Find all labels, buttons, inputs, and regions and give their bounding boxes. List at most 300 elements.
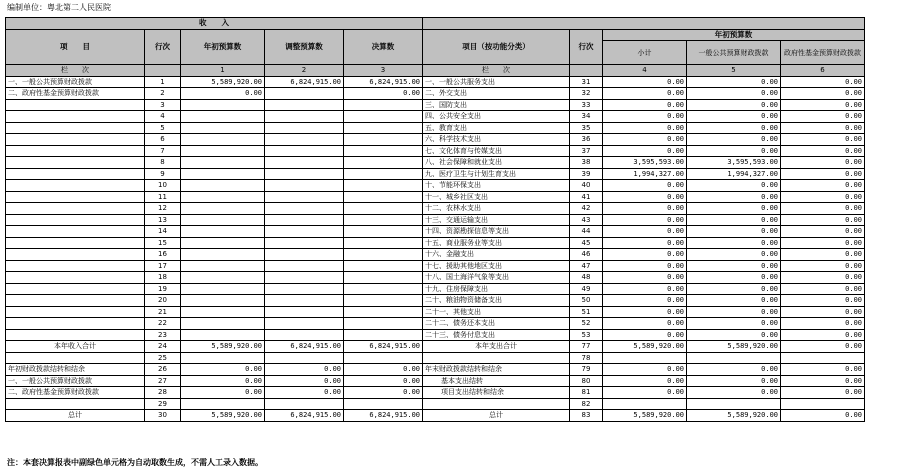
final-value xyxy=(344,214,423,226)
adjusted-budget-value xyxy=(265,226,344,238)
expenditure-item-label: 十三、交通运输支出 xyxy=(423,214,570,226)
initial-budget-value xyxy=(181,329,265,341)
fund-budget-value: 0.00 xyxy=(781,111,865,123)
general-budget-value: 0.00 xyxy=(687,203,781,215)
item-label: 年初财政拨款结转和结余 xyxy=(6,364,145,376)
adjusted-budget-value xyxy=(265,203,344,215)
final-value xyxy=(344,237,423,249)
row-number: 18 xyxy=(145,272,181,284)
index-c4: 4 xyxy=(603,65,687,77)
expenditure-row-number: 31 xyxy=(570,76,603,88)
adjusted-budget-value xyxy=(265,260,344,272)
final-value xyxy=(344,306,423,318)
item-label xyxy=(6,295,145,307)
table-row xyxy=(6,168,865,180)
item-label: 总计 xyxy=(6,410,145,422)
final-value: 0.00 xyxy=(344,88,423,100)
initial-budget-value xyxy=(181,295,265,307)
final-value xyxy=(344,318,423,330)
item-label xyxy=(6,260,145,272)
row-number: 9 xyxy=(145,168,181,180)
subtotal-value: 0.00 xyxy=(603,318,687,330)
item-label xyxy=(6,180,145,192)
initial-budget-value xyxy=(181,157,265,169)
index-c3: 3 xyxy=(344,65,423,77)
item-label xyxy=(6,203,145,215)
expenditure-blank-header xyxy=(423,18,865,30)
row-number: 16 xyxy=(145,249,181,261)
fund-budget-value: 0.00 xyxy=(781,145,865,157)
table-row xyxy=(6,191,865,203)
row-number: 15 xyxy=(145,237,181,249)
expenditure-row-number: 83 xyxy=(570,410,603,422)
expenditure-row-number: 79 xyxy=(570,364,603,376)
subtotal-value: 0.00 xyxy=(603,111,687,123)
adjusted-budget-value: 0.00 xyxy=(265,364,344,376)
initial-budget-value xyxy=(181,134,265,146)
general-budget-value: 0.00 xyxy=(687,226,781,238)
col-header-item: 项 目 xyxy=(6,29,145,65)
expenditure-item-label: 十六、金融支出 xyxy=(423,249,570,261)
item-label xyxy=(6,272,145,284)
fund-budget-value: 0.00 xyxy=(781,341,865,353)
initial-budget-value: 0.00 xyxy=(181,375,265,387)
row-number: 20 xyxy=(145,295,181,307)
initial-budget-value: 0.00 xyxy=(181,88,265,100)
fund-budget-value: 0.00 xyxy=(781,387,865,399)
expenditure-item-label: 十七、援助其他地区支出 xyxy=(423,260,570,272)
expenditure-item-label: 十四、资源勘探信息等支出 xyxy=(423,226,570,238)
fund-budget-value: 0.00 xyxy=(781,134,865,146)
item-label xyxy=(6,157,145,169)
item-label xyxy=(6,168,145,180)
adjusted-budget-value: 6,824,915.00 xyxy=(265,410,344,422)
subtotal-value: 0.00 xyxy=(603,249,687,261)
table-row xyxy=(6,111,865,123)
expenditure-item-label: 五、教育支出 xyxy=(423,122,570,134)
item-label xyxy=(6,237,145,249)
expenditure-item-label: 八、社会保障和就业支出 xyxy=(423,157,570,169)
final-value xyxy=(344,352,423,364)
expenditure-item-label xyxy=(423,398,570,410)
initial-budget-value xyxy=(181,111,265,123)
initial-budget-value: 5,589,920.00 xyxy=(181,410,265,422)
table-row xyxy=(6,306,865,318)
subtotal-value: 0.00 xyxy=(603,375,687,387)
general-budget-value: 5,589,920.00 xyxy=(687,410,781,422)
final-value xyxy=(344,398,423,410)
row-number: 13 xyxy=(145,214,181,226)
fund-budget-value: 0.00 xyxy=(781,283,865,295)
table-row xyxy=(6,99,865,111)
adjusted-budget-value xyxy=(265,272,344,284)
general-budget-value: 0.00 xyxy=(687,145,781,157)
subtotal-value: 0.00 xyxy=(603,145,687,157)
table-row xyxy=(6,398,865,410)
general-budget-value xyxy=(687,398,781,410)
general-budget-value: 0.00 xyxy=(687,364,781,376)
initial-budget-value xyxy=(181,122,265,134)
item-label xyxy=(6,191,145,203)
final-value xyxy=(344,157,423,169)
subtotal-value: 0.00 xyxy=(603,283,687,295)
row-number: 23 xyxy=(145,329,181,341)
final-value xyxy=(344,99,423,111)
final-value xyxy=(344,168,423,180)
expenditure-item-label: 十一、城乡社区支出 xyxy=(423,191,570,203)
table-row xyxy=(6,341,865,353)
col-header-exp-item: 项目（按功能分类） xyxy=(423,29,570,65)
expenditure-row-number: 80 xyxy=(570,375,603,387)
subtotal-value: 1,994,327.00 xyxy=(603,168,687,180)
adjusted-budget-value: 0.00 xyxy=(265,387,344,399)
final-value xyxy=(344,134,423,146)
item-label: 一、一般公共预算财政拨款 xyxy=(6,76,145,88)
fund-budget-value xyxy=(781,398,865,410)
expenditure-row-number: 52 xyxy=(570,318,603,330)
row-number: 11 xyxy=(145,191,181,203)
initial-budget-value: 0.00 xyxy=(181,387,265,399)
general-budget-value: 0.00 xyxy=(687,180,781,192)
fund-budget-value xyxy=(781,352,865,364)
initial-budget-value: 0.00 xyxy=(181,364,265,376)
item-label xyxy=(6,134,145,146)
expenditure-item-label: 本年支出合计 xyxy=(423,341,570,353)
row-number: 30 xyxy=(145,410,181,422)
adjusted-budget-value xyxy=(265,306,344,318)
item-label xyxy=(6,226,145,238)
table-row xyxy=(6,88,865,100)
table-row xyxy=(6,283,865,295)
initial-budget-value: 5,589,920.00 xyxy=(181,76,265,88)
row-number: 12 xyxy=(145,203,181,215)
expenditure-row-number: 42 xyxy=(570,203,603,215)
adjusted-budget-value xyxy=(265,122,344,134)
item-label: 本年收入合计 xyxy=(6,341,145,353)
expenditure-row-number: 37 xyxy=(570,145,603,157)
subtotal-value xyxy=(603,398,687,410)
fund-budget-value: 0.00 xyxy=(781,203,865,215)
fund-budget-value: 0.00 xyxy=(781,375,865,387)
subtotal-value: 0.00 xyxy=(603,226,687,238)
expenditure-item-label xyxy=(423,352,570,364)
expenditure-item-label: 十八、国土海洋气象等支出 xyxy=(423,272,570,284)
col-header-fund: 政府性基金预算财政拨款 xyxy=(781,41,865,65)
adjusted-budget-value xyxy=(265,145,344,157)
expenditure-item-label: 二十三、债务付息支出 xyxy=(423,329,570,341)
row-number: 14 xyxy=(145,226,181,238)
expenditure-item-label: 二十二、债务还本支出 xyxy=(423,318,570,330)
general-budget-value: 0.00 xyxy=(687,375,781,387)
adjusted-budget-value xyxy=(265,237,344,249)
general-budget-value: 0.00 xyxy=(687,88,781,100)
expenditure-row-number: 40 xyxy=(570,180,603,192)
expenditure-row-number: 50 xyxy=(570,295,603,307)
subtotal-value: 0.00 xyxy=(603,88,687,100)
general-budget-value: 0.00 xyxy=(687,191,781,203)
general-budget-value: 0.00 xyxy=(687,122,781,134)
table-row xyxy=(6,203,865,215)
initial-budget-value xyxy=(181,398,265,410)
adjusted-budget-value xyxy=(265,352,344,364)
item-label xyxy=(6,214,145,226)
subtotal-value: 0.00 xyxy=(603,191,687,203)
final-value xyxy=(344,272,423,284)
initial-budget-value: 5,589,920.00 xyxy=(181,341,265,353)
general-budget-value: 0.00 xyxy=(687,249,781,261)
expenditure-row-number: 36 xyxy=(570,134,603,146)
expenditure-row-number: 39 xyxy=(570,168,603,180)
index-c2: 2 xyxy=(265,65,344,77)
initial-budget-value xyxy=(181,203,265,215)
item-label xyxy=(6,145,145,157)
expenditure-row-number: 32 xyxy=(570,88,603,100)
row-number: 6 xyxy=(145,134,181,146)
col-header-exp-initial-group: 年初预算数 xyxy=(603,29,865,41)
final-value xyxy=(344,226,423,238)
item-label: 二、政府性基金预算财政拨款 xyxy=(6,387,145,399)
table-row xyxy=(6,157,865,169)
expenditure-row-number: 49 xyxy=(570,283,603,295)
item-label xyxy=(6,318,145,330)
expenditure-row-number: 43 xyxy=(570,214,603,226)
item-label: 一、一般公共预算财政拨款 xyxy=(6,375,145,387)
general-budget-value: 0.00 xyxy=(687,111,781,123)
final-value xyxy=(344,122,423,134)
expenditure-item-label: 十、节能环保支出 xyxy=(423,180,570,192)
final-value xyxy=(344,329,423,341)
col-header-adjusted: 调整预算数 xyxy=(265,29,344,65)
fund-budget-value: 0.00 xyxy=(781,157,865,169)
item-label xyxy=(6,352,145,364)
expenditure-item-label: 十九、住房保障支出 xyxy=(423,283,570,295)
general-budget-value: 0.00 xyxy=(687,237,781,249)
expenditure-row-number: 38 xyxy=(570,157,603,169)
table-row xyxy=(6,375,865,387)
initial-budget-value xyxy=(181,272,265,284)
general-budget-value: 0.00 xyxy=(687,283,781,295)
table-row xyxy=(6,272,865,284)
table-body xyxy=(6,76,865,421)
subtotal-value xyxy=(603,352,687,364)
expenditure-item-label: 年末财政拨款结转和结余 xyxy=(423,364,570,376)
table-row xyxy=(6,134,865,146)
expenditure-row-number: 48 xyxy=(570,272,603,284)
row-number: 17 xyxy=(145,260,181,272)
fund-budget-value: 0.00 xyxy=(781,237,865,249)
fund-budget-value: 0.00 xyxy=(781,306,865,318)
initial-budget-value xyxy=(181,237,265,249)
final-value: 0.00 xyxy=(344,387,423,399)
expenditure-row-number: 82 xyxy=(570,398,603,410)
subtotal-value: 0.00 xyxy=(603,134,687,146)
fund-budget-value: 0.00 xyxy=(781,295,865,307)
row-number: 7 xyxy=(145,145,181,157)
fund-budget-value: 0.00 xyxy=(781,122,865,134)
general-budget-value: 1,994,327.00 xyxy=(687,168,781,180)
general-budget-value xyxy=(687,352,781,364)
general-budget-value: 0.00 xyxy=(687,272,781,284)
final-value xyxy=(344,203,423,215)
item-label xyxy=(6,398,145,410)
fund-budget-value: 0.00 xyxy=(781,191,865,203)
adjusted-budget-value: 6,824,915.00 xyxy=(265,341,344,353)
final-value xyxy=(344,191,423,203)
row-number: 10 xyxy=(145,180,181,192)
initial-budget-value xyxy=(181,145,265,157)
row-number: 21 xyxy=(145,306,181,318)
expenditure-item-label: 二十、粮油物资储备支出 xyxy=(423,295,570,307)
expenditure-row-number: 51 xyxy=(570,306,603,318)
fund-budget-value: 0.00 xyxy=(781,168,865,180)
expenditure-row-number: 46 xyxy=(570,249,603,261)
fund-budget-value: 0.00 xyxy=(781,180,865,192)
expenditure-item-label: 十二、农林水支出 xyxy=(423,203,570,215)
table-row xyxy=(6,260,865,272)
fund-budget-value: 0.00 xyxy=(781,260,865,272)
general-budget-value: 5,589,920.00 xyxy=(687,341,781,353)
adjusted-budget-value xyxy=(265,318,344,330)
table-row xyxy=(6,352,865,364)
expenditure-item-label: 项目支出结转和结余 xyxy=(423,387,570,399)
adjusted-budget-value xyxy=(265,283,344,295)
expenditure-row-number: 34 xyxy=(570,111,603,123)
expenditure-row-number: 77 xyxy=(570,341,603,353)
fund-budget-value: 0.00 xyxy=(781,88,865,100)
expenditure-row-number: 47 xyxy=(570,260,603,272)
expenditure-item-label: 三、国防支出 xyxy=(423,99,570,111)
initial-budget-value xyxy=(181,306,265,318)
fund-budget-value: 0.00 xyxy=(781,272,865,284)
initial-budget-value xyxy=(181,214,265,226)
adjusted-budget-value xyxy=(265,134,344,146)
table-row xyxy=(6,318,865,330)
general-budget-value: 0.00 xyxy=(687,306,781,318)
expenditure-row-number: 44 xyxy=(570,226,603,238)
fund-budget-value: 0.00 xyxy=(781,99,865,111)
adjusted-budget-value xyxy=(265,180,344,192)
row-number: 8 xyxy=(145,157,181,169)
expenditure-row-number: 53 xyxy=(570,329,603,341)
final-value xyxy=(344,260,423,272)
adjusted-budget-value: 0.00 xyxy=(265,375,344,387)
final-value xyxy=(344,180,423,192)
adjusted-budget-value xyxy=(265,157,344,169)
table-row xyxy=(6,122,865,134)
initial-budget-value xyxy=(181,249,265,261)
initial-budget-value xyxy=(181,168,265,180)
row-number: 1 xyxy=(145,76,181,88)
initial-budget-value xyxy=(181,318,265,330)
expenditure-item-label: 二十一、其他支出 xyxy=(423,306,570,318)
table-row xyxy=(6,237,865,249)
expenditure-item-label: 四、公共安全支出 xyxy=(423,111,570,123)
adjusted-budget-value xyxy=(265,398,344,410)
index-c6: 6 xyxy=(781,65,865,77)
item-label xyxy=(6,249,145,261)
col-header-initial: 年初预算数 xyxy=(181,29,265,65)
table-row xyxy=(6,387,865,399)
row-number: 22 xyxy=(145,318,181,330)
col-header-final: 决算数 xyxy=(344,29,423,65)
income-group-header: 收 入 xyxy=(6,18,423,30)
item-label xyxy=(6,306,145,318)
subtotal-value: 0.00 xyxy=(603,237,687,249)
adjusted-budget-value xyxy=(265,249,344,261)
subtotal-value: 5,589,920.00 xyxy=(603,410,687,422)
subtotal-value: 0.00 xyxy=(603,295,687,307)
row-number: 28 xyxy=(145,387,181,399)
fund-budget-value: 0.00 xyxy=(781,249,865,261)
expenditure-row-number: 33 xyxy=(570,99,603,111)
table-row xyxy=(6,226,865,238)
final-value: 0.00 xyxy=(344,364,423,376)
row-number: 26 xyxy=(145,364,181,376)
adjusted-budget-value xyxy=(265,214,344,226)
initial-budget-value xyxy=(181,260,265,272)
table-row xyxy=(6,364,865,376)
final-value: 0.00 xyxy=(344,375,423,387)
subtotal-value: 0.00 xyxy=(603,260,687,272)
adjusted-budget-value xyxy=(265,295,344,307)
general-budget-value: 0.00 xyxy=(687,295,781,307)
index-c1: 1 xyxy=(181,65,265,77)
table-row xyxy=(6,410,865,422)
subtotal-value: 0.00 xyxy=(603,272,687,284)
subtotal-value: 0.00 xyxy=(603,76,687,88)
item-label xyxy=(6,283,145,295)
expenditure-item-label: 一、一般公共服务支出 xyxy=(423,76,570,88)
subtotal-value: 5,589,920.00 xyxy=(603,341,687,353)
final-value xyxy=(344,249,423,261)
initial-budget-value xyxy=(181,352,265,364)
col-header-exp-row: 行次 xyxy=(570,29,603,65)
expenditure-row-number: 41 xyxy=(570,191,603,203)
final-value: 6,824,915.00 xyxy=(344,410,423,422)
col-header-row: 行次 xyxy=(145,29,181,65)
table-row xyxy=(6,214,865,226)
fund-budget-value: 0.00 xyxy=(781,318,865,330)
final-value xyxy=(344,111,423,123)
subtotal-value: 0.00 xyxy=(603,203,687,215)
general-budget-value: 0.00 xyxy=(687,99,781,111)
subtotal-value: 0.00 xyxy=(603,364,687,376)
expenditure-row-number: 78 xyxy=(570,352,603,364)
table-row xyxy=(6,249,865,261)
expenditure-item-label: 十五、商业服务业等支出 xyxy=(423,237,570,249)
footnote: 注：本套决算报表中副绿色单元格为自动取数生成，不需人工录入数据。 xyxy=(7,458,263,467)
item-label xyxy=(6,329,145,341)
fund-budget-value: 0.00 xyxy=(781,226,865,238)
adjusted-budget-value xyxy=(265,88,344,100)
item-label xyxy=(6,122,145,134)
adjusted-budget-value xyxy=(265,168,344,180)
general-budget-value: 0.00 xyxy=(687,76,781,88)
index-left-label: 栏 次 xyxy=(6,65,145,77)
initial-budget-value xyxy=(181,99,265,111)
row-number: 5 xyxy=(145,122,181,134)
subtotal-value: 0.00 xyxy=(603,306,687,318)
index-c5: 5 xyxy=(687,65,781,77)
table-row xyxy=(6,329,865,341)
general-budget-value: 0.00 xyxy=(687,387,781,399)
expenditure-item-label: 六、科学技术支出 xyxy=(423,134,570,146)
subtotal-value: 0.00 xyxy=(603,387,687,399)
col-header-subtotal: 小计 xyxy=(603,41,687,65)
expenditure-item-label: 二、外交支出 xyxy=(423,88,570,100)
fund-budget-value: 0.00 xyxy=(781,214,865,226)
row-number: 27 xyxy=(145,375,181,387)
